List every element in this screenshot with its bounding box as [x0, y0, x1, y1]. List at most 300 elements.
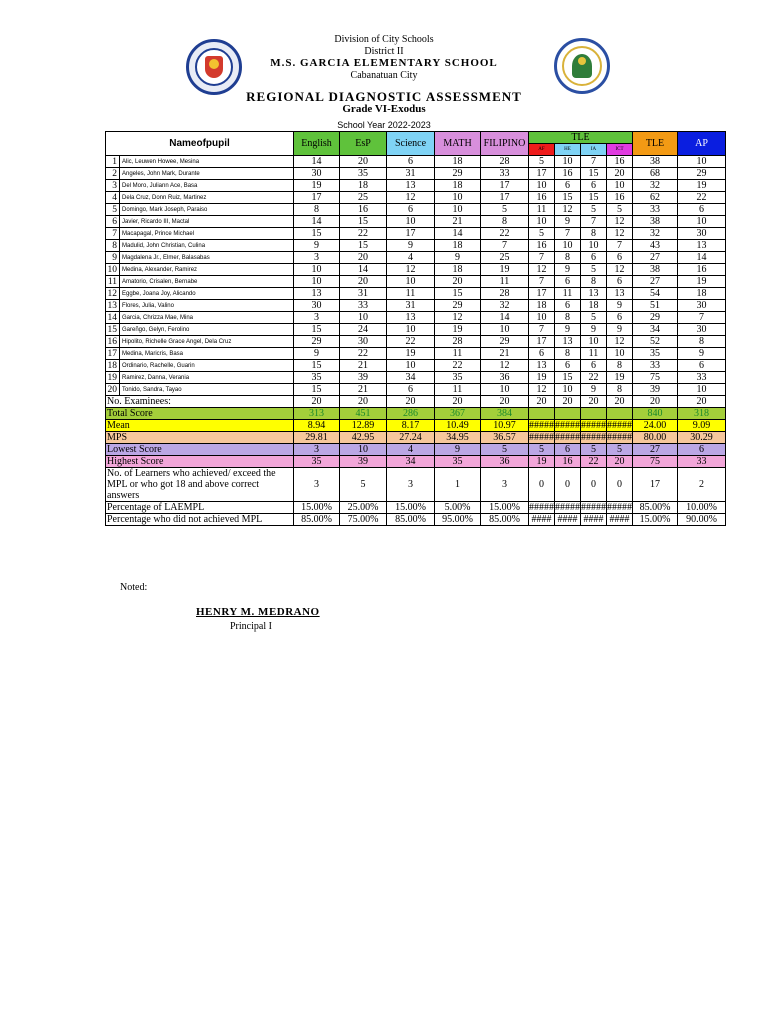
- score-cell: 10: [387, 216, 435, 228]
- summary-value: 0: [555, 468, 581, 502]
- score-cell: 20: [340, 156, 387, 168]
- summary-value: 20: [678, 396, 726, 408]
- score-cell: 6: [387, 384, 435, 396]
- score-cell: 30: [678, 300, 726, 312]
- score-cell: 20: [340, 252, 387, 264]
- score-cell: 28: [481, 156, 529, 168]
- score-cell: 29: [481, 336, 529, 348]
- pupil-name: Magdalena Jr., Elmer, Balasabas: [120, 252, 294, 264]
- summary-value: 8.94: [294, 420, 340, 432]
- score-cell: 10: [387, 276, 435, 288]
- score-cell: 8: [607, 384, 633, 396]
- score-cell: 6: [607, 312, 633, 324]
- score-cell: 13: [678, 240, 726, 252]
- tle-total-column-header: TLE: [633, 132, 678, 156]
- af-column-header: AF: [529, 144, 555, 156]
- summary-value: #####: [529, 501, 554, 513]
- score-cell: 33: [340, 300, 387, 312]
- pupil-name: Domingo, Mark Joseph, Paraiso: [120, 204, 294, 216]
- score-cell: 7: [581, 156, 607, 168]
- score-cell: 35: [340, 168, 387, 180]
- score-cell: 38: [633, 216, 678, 228]
- score-cell: 29: [435, 300, 481, 312]
- score-cell: 12: [607, 336, 633, 348]
- pupil-row: [106, 360, 726, 372]
- score-cell: 6: [555, 276, 581, 288]
- score-cell: 9: [581, 324, 607, 336]
- score-cell: 35: [294, 372, 340, 384]
- pupil-number: 3: [106, 180, 120, 192]
- summary-row-highest: [106, 456, 726, 468]
- score-cell: 6: [555, 360, 581, 372]
- score-cell: 9: [581, 384, 607, 396]
- summary-value: ####: [529, 514, 555, 526]
- pupil-number: 17: [106, 348, 120, 360]
- summary-value: 36: [481, 456, 529, 468]
- score-cell: 51: [633, 300, 678, 312]
- pupil-name: Ordinario, Rachelle, Guarin: [120, 360, 294, 372]
- score-cell: 14: [481, 312, 529, 324]
- score-cell: 14: [678, 252, 726, 264]
- score-cell: 16: [678, 264, 726, 276]
- summary-value: 3: [387, 468, 435, 502]
- summary-value: #####: [581, 431, 606, 443]
- pupil-row: [106, 348, 726, 360]
- score-cell: 12: [529, 384, 555, 396]
- summary-value: [581, 408, 607, 420]
- name-column-header: Nameofpupil: [106, 132, 294, 156]
- summary-value: 0: [581, 468, 607, 502]
- score-cell: 7: [555, 228, 581, 240]
- summary-value: 5.00%: [435, 502, 481, 514]
- score-cell: 15: [294, 384, 340, 396]
- header-row-1: [106, 132, 726, 144]
- pupil-name: Amatorio, Crisalen, Bernabe: [120, 276, 294, 288]
- score-cell: 10: [435, 204, 481, 216]
- pupil-name: Del Moro, Juliann Ace, Basa: [120, 180, 294, 192]
- score-cell: 10: [529, 180, 555, 192]
- score-cell: 10: [481, 384, 529, 396]
- summary-value: 34: [387, 456, 435, 468]
- score-cell: 10: [294, 276, 340, 288]
- pupil-number: 12: [106, 288, 120, 300]
- summary-value: 20: [633, 396, 678, 408]
- score-cell: 10: [555, 240, 581, 252]
- score-cell: 32: [481, 300, 529, 312]
- english-column-header: English: [294, 132, 340, 156]
- score-cell: 11: [529, 204, 555, 216]
- pupil-number: 15: [106, 324, 120, 336]
- filipino-column-header: FILIPINO: [481, 132, 529, 156]
- pupil-name: Tonido, Sandra, Tayao: [120, 384, 294, 396]
- score-cell: 18: [529, 300, 555, 312]
- score-cell: 10: [581, 240, 607, 252]
- score-cell: 15: [340, 216, 387, 228]
- score-cell: 19: [435, 324, 481, 336]
- score-cell: 35: [435, 372, 481, 384]
- principal-name: HENRY M. MEDRANO: [196, 606, 320, 618]
- summary-value: ####: [581, 514, 607, 526]
- pupil-row: [106, 276, 726, 288]
- score-cell: 18: [581, 300, 607, 312]
- score-cell: 17: [481, 180, 529, 192]
- score-cell: 30: [294, 300, 340, 312]
- score-cell: 11: [555, 288, 581, 300]
- summary-value: 2: [678, 468, 726, 502]
- pupil-row: [106, 288, 726, 300]
- summary-value: 9: [435, 444, 481, 456]
- summary-value: 75: [633, 456, 678, 468]
- score-cell: 62: [633, 192, 678, 204]
- summary-value: 20: [581, 396, 607, 408]
- score-cell: 19: [607, 372, 633, 384]
- score-cell: 9: [387, 240, 435, 252]
- summary-value: #####: [555, 431, 580, 443]
- summary-value: 22: [581, 456, 607, 468]
- score-cell: 54: [633, 288, 678, 300]
- score-cell: 39: [633, 384, 678, 396]
- score-cell: 31: [387, 300, 435, 312]
- pupil-row: [106, 240, 726, 252]
- score-cell: 21: [481, 348, 529, 360]
- summary-value: [607, 408, 633, 420]
- summary-value: 286: [387, 408, 435, 420]
- summary-value: 20: [529, 396, 555, 408]
- summary-row-achieved: [106, 468, 726, 502]
- noted-label: Noted:: [120, 582, 148, 593]
- score-cell: 7: [529, 252, 555, 264]
- he-column-header: HE: [555, 144, 581, 156]
- score-cell: 6: [678, 360, 726, 372]
- summary-value: 313: [294, 408, 340, 420]
- pupil-name: Javier, Ricardo III, Mactal: [120, 216, 294, 228]
- score-cell: 9: [678, 348, 726, 360]
- summary-value: 1: [435, 468, 481, 502]
- score-cell: 5: [529, 228, 555, 240]
- pupil-number: 13: [106, 300, 120, 312]
- summary-value: 80.00: [633, 432, 678, 444]
- pupil-name: Macapagal, Prince Michael: [120, 228, 294, 240]
- summary-value: 20: [555, 396, 581, 408]
- pupil-name: Madulid, John Christian, Culina: [120, 240, 294, 252]
- score-cell: 25: [340, 192, 387, 204]
- score-cell: 10: [481, 324, 529, 336]
- summary-value: 27: [633, 444, 678, 456]
- score-cell: 9: [555, 264, 581, 276]
- score-cell: 12: [607, 228, 633, 240]
- summary-value: #####: [555, 419, 580, 431]
- score-cell: 10: [294, 264, 340, 276]
- summary-value: 35: [294, 456, 340, 468]
- score-cell: 5: [581, 264, 607, 276]
- score-cell: 10: [555, 384, 581, 396]
- pupil-name: Flores, Julia, Valino: [120, 300, 294, 312]
- score-cell: 6: [555, 300, 581, 312]
- summary-value: 16: [555, 456, 581, 468]
- pupil-number: 20: [106, 384, 120, 396]
- score-cell: 32: [633, 228, 678, 240]
- pupil-row: [106, 336, 726, 348]
- score-cell: 7: [678, 312, 726, 324]
- pupil-number: 9: [106, 252, 120, 264]
- score-cell: 10: [340, 312, 387, 324]
- summary-value: 15.00%: [387, 502, 435, 514]
- pupil-row: [106, 228, 726, 240]
- pupil-number: 2: [106, 168, 120, 180]
- score-cell: 13: [581, 288, 607, 300]
- score-cell: 10: [387, 324, 435, 336]
- score-cell: 30: [678, 324, 726, 336]
- score-cell: 29: [294, 336, 340, 348]
- summary-value: 4: [387, 444, 435, 456]
- pupil-row: [106, 300, 726, 312]
- summary-label: Total Score: [106, 408, 294, 420]
- summary-value: 85.00%: [633, 502, 678, 514]
- score-cell: 8: [294, 204, 340, 216]
- assessment-table: [105, 131, 726, 526]
- score-cell: 3: [294, 312, 340, 324]
- summary-value: 36.57: [481, 432, 529, 444]
- summary-value: 20: [607, 396, 633, 408]
- summary-value: 10.00%: [678, 502, 726, 514]
- summary-value: 20: [481, 396, 529, 408]
- school-year: School Year 2022-2023: [337, 120, 431, 130]
- pupil-number: 4: [106, 192, 120, 204]
- score-cell: 43: [633, 240, 678, 252]
- score-cell: 22: [581, 372, 607, 384]
- summary-value: 6: [678, 444, 726, 456]
- summary-value: 85.00%: [481, 514, 529, 526]
- score-cell: 18: [678, 288, 726, 300]
- score-cell: 27: [633, 252, 678, 264]
- score-cell: 32: [633, 180, 678, 192]
- score-cell: 16: [340, 204, 387, 216]
- score-cell: 13: [607, 288, 633, 300]
- summary-label: Percentage of LAEMPL: [106, 502, 294, 514]
- pupil-number: 6: [106, 216, 120, 228]
- pupil-name: Gareñgo, Gelyn, Ferolino: [120, 324, 294, 336]
- summary-value: 5: [581, 444, 607, 456]
- summary-value: 3: [481, 468, 529, 502]
- score-cell: 22: [678, 192, 726, 204]
- score-cell: 21: [435, 216, 481, 228]
- score-cell: 11: [435, 384, 481, 396]
- summary-value: #####: [581, 419, 606, 431]
- score-cell: 12: [435, 312, 481, 324]
- score-cell: 17: [529, 168, 555, 180]
- score-cell: 33: [633, 360, 678, 372]
- score-cell: 19: [678, 276, 726, 288]
- summary-value: #####: [607, 419, 632, 431]
- score-cell: 5: [481, 204, 529, 216]
- summary-value: #####: [607, 431, 632, 443]
- assessment-title: REGIONAL DIAGNOSTIC ASSESSMENT: [246, 89, 522, 104]
- score-cell: 22: [435, 360, 481, 372]
- score-cell: 68: [633, 168, 678, 180]
- summary-value: 17: [633, 468, 678, 502]
- score-cell: 27: [633, 276, 678, 288]
- summary-value: 34.95: [435, 432, 481, 444]
- score-cell: 33: [481, 168, 529, 180]
- pupil-row: [106, 384, 726, 396]
- score-cell: 6: [555, 180, 581, 192]
- score-cell: 17: [387, 228, 435, 240]
- score-cell: 12: [481, 360, 529, 372]
- science-column-header: Science: [387, 132, 435, 156]
- summary-value: 8.17: [387, 420, 435, 432]
- score-cell: 34: [633, 324, 678, 336]
- score-cell: 18: [435, 180, 481, 192]
- summary-value: 840: [633, 408, 678, 420]
- summary-value: 90.00%: [678, 514, 726, 526]
- score-cell: 18: [435, 156, 481, 168]
- summary-label: Highest Score: [106, 456, 294, 468]
- city-name: Cabanatuan City: [350, 70, 418, 81]
- pupil-number: 18: [106, 360, 120, 372]
- pupil-row: [106, 264, 726, 276]
- pupil-name: Ramirez, Danna, Verania: [120, 372, 294, 384]
- pupil-row: [106, 312, 726, 324]
- score-cell: 15: [435, 288, 481, 300]
- score-cell: 22: [387, 336, 435, 348]
- pupil-number: 7: [106, 228, 120, 240]
- score-cell: 19: [678, 180, 726, 192]
- score-cell: 39: [340, 372, 387, 384]
- score-cell: 19: [481, 264, 529, 276]
- summary-value: #####: [581, 501, 606, 513]
- score-cell: 15: [294, 360, 340, 372]
- summary-value: 20: [607, 456, 633, 468]
- score-cell: 16: [607, 156, 633, 168]
- pupil-name: Medina, Alexander, Ramirez: [120, 264, 294, 276]
- score-cell: 14: [294, 216, 340, 228]
- pupil-number: 8: [106, 240, 120, 252]
- score-cell: 18: [435, 264, 481, 276]
- score-cell: 15: [294, 324, 340, 336]
- summary-value: 75.00%: [340, 514, 387, 526]
- score-cell: 30: [678, 228, 726, 240]
- ict-column-header: ICT: [607, 144, 633, 156]
- summary-value: 5: [481, 444, 529, 456]
- score-cell: 9: [555, 216, 581, 228]
- score-cell: 35: [633, 348, 678, 360]
- score-cell: 7: [529, 324, 555, 336]
- score-cell: 12: [607, 216, 633, 228]
- pupil-number: 5: [106, 204, 120, 216]
- score-cell: 22: [481, 228, 529, 240]
- deped-seal-icon: [186, 39, 242, 95]
- summary-value: [555, 408, 581, 420]
- score-cell: 13: [387, 180, 435, 192]
- summary-value: [529, 408, 555, 420]
- summary-value: 5: [529, 444, 555, 456]
- pupil-number: 10: [106, 264, 120, 276]
- score-cell: 19: [529, 372, 555, 384]
- score-cell: 6: [387, 204, 435, 216]
- score-cell: 8: [555, 348, 581, 360]
- score-cell: 11: [435, 348, 481, 360]
- summary-value: 10.97: [481, 420, 529, 432]
- score-cell: 12: [529, 264, 555, 276]
- score-cell: 33: [633, 204, 678, 216]
- principal-title: Principal I: [230, 621, 272, 632]
- score-cell: 38: [633, 264, 678, 276]
- score-cell: 22: [340, 228, 387, 240]
- score-cell: 7: [529, 276, 555, 288]
- score-cell: 9: [435, 252, 481, 264]
- score-cell: 15: [340, 240, 387, 252]
- summary-label: Lowest Score: [106, 444, 294, 456]
- score-cell: 10: [607, 348, 633, 360]
- pupil-row: [106, 216, 726, 228]
- summary-value: #####: [529, 419, 554, 431]
- summary-value: 29.81: [294, 432, 340, 444]
- summary-value: 367: [435, 408, 481, 420]
- score-cell: 11: [581, 348, 607, 360]
- summary-value: #####: [555, 501, 580, 513]
- pupil-name: Garcia, Chrizza Mae, Mina: [120, 312, 294, 324]
- summary-label: Mean: [106, 420, 294, 432]
- pupil-name: Alic, Leuwen Howee, Mesina: [120, 156, 294, 168]
- summary-value: 6: [555, 444, 581, 456]
- score-cell: 15: [555, 372, 581, 384]
- score-cell: 7: [607, 240, 633, 252]
- summary-row-mps: [106, 432, 726, 444]
- summary-value: 15.00%: [633, 514, 678, 526]
- score-cell: 6: [581, 180, 607, 192]
- score-cell: 6: [607, 252, 633, 264]
- summary-row-examinees: [106, 396, 726, 408]
- score-cell: 10: [678, 156, 726, 168]
- score-cell: 14: [435, 228, 481, 240]
- score-cell: 8: [555, 312, 581, 324]
- score-cell: 20: [340, 276, 387, 288]
- score-cell: 28: [435, 336, 481, 348]
- score-cell: 15: [581, 168, 607, 180]
- summary-value: 27.24: [387, 432, 435, 444]
- summary-label: No. of Learners who achieved/ exceed the MPL or who got 18 and above correct answers: [106, 468, 294, 502]
- score-cell: 15: [294, 228, 340, 240]
- summary-value: 15.00%: [481, 502, 529, 514]
- score-cell: 10: [678, 384, 726, 396]
- score-cell: 8: [678, 336, 726, 348]
- score-cell: 13: [387, 312, 435, 324]
- score-cell: 17: [529, 288, 555, 300]
- score-cell: 5: [607, 204, 633, 216]
- pupil-row: [106, 204, 726, 216]
- ap-column-header: AP: [678, 132, 726, 156]
- summary-value: ####: [555, 514, 581, 526]
- score-cell: 11: [387, 288, 435, 300]
- grade-section: Grade VI-Exodus: [342, 103, 426, 115]
- summary-value: 20: [435, 396, 481, 408]
- score-cell: 16: [555, 168, 581, 180]
- pupil-row: [106, 180, 726, 192]
- pupil-row: [106, 192, 726, 204]
- score-cell: 15: [581, 192, 607, 204]
- score-cell: 3: [294, 252, 340, 264]
- score-cell: 17: [294, 192, 340, 204]
- summary-value: 20: [387, 396, 435, 408]
- score-cell: 10: [555, 156, 581, 168]
- score-cell: 14: [294, 156, 340, 168]
- tle-group-header: TLE: [529, 132, 633, 144]
- score-cell: 20: [607, 168, 633, 180]
- score-cell: 38: [633, 156, 678, 168]
- summary-value: 5: [340, 468, 387, 502]
- summary-value: 20: [294, 396, 340, 408]
- score-cell: 13: [294, 288, 340, 300]
